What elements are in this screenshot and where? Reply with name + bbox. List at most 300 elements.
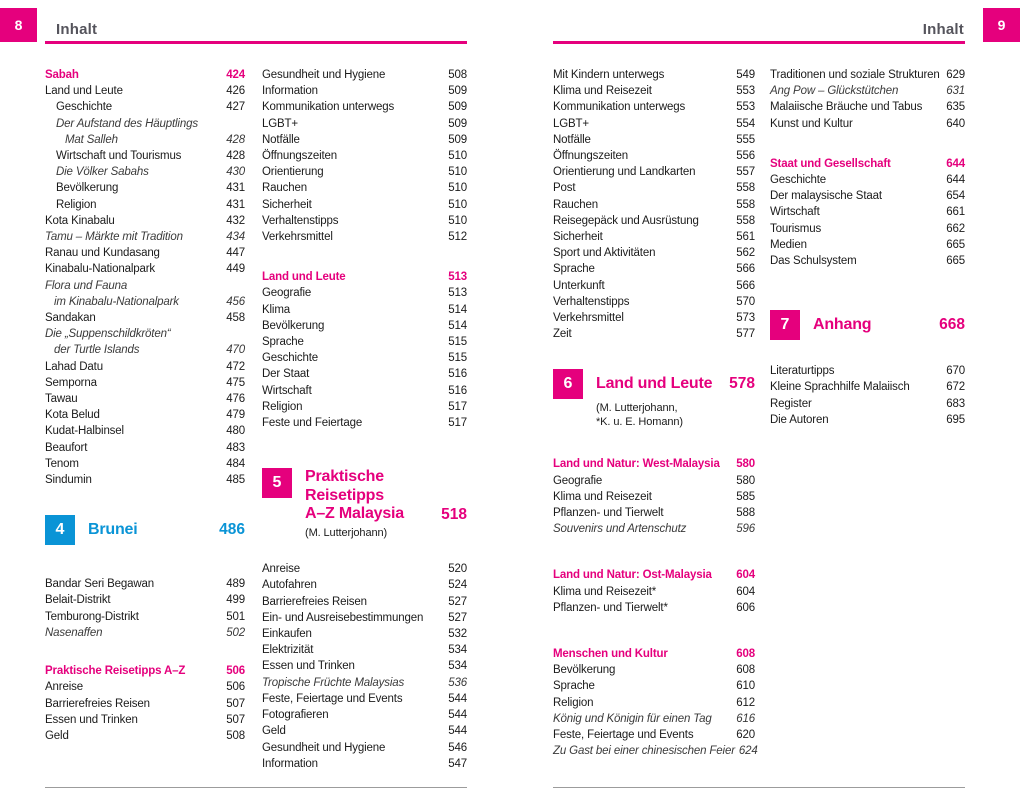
toc-page-number: 431 [226,198,245,211]
toc-entry [553,662,755,678]
toc-page-number: 544 [448,709,467,722]
chapter-body [596,369,755,429]
toc-entry-label: Temburong-Distrikt [45,610,139,623]
toc-section-heading [553,567,755,583]
toc-entry [45,359,245,375]
toc-entry-label: Bevölkerung [262,319,325,332]
toc-subentry [553,743,758,759]
toc-entry-label: Geschichte [262,352,319,365]
toc-entry-label: Unterkunft [553,279,605,292]
toc-subentry-line [45,116,245,132]
toc-entry-label: Essen und Trinken [45,713,138,726]
toc-page-number: 512 [448,231,467,244]
toc-page-number: 549 [736,69,755,81]
toc-entry-label: Bevölkerung [56,182,119,195]
page-right [510,0,1020,799]
toc-page-number: 604 [736,585,755,598]
toc-page-number: 654 [946,190,965,203]
column-spacer [553,430,755,456]
toc-entry [45,407,245,423]
toc-entry-label: Essen und Trinken [262,660,355,673]
toc-entry-label: Feste, Feiertage und Events [553,729,694,742]
toc-page-number: 558 [736,198,755,211]
toc-entry-label: Sicherheit [262,198,312,211]
toc-page-number: 670 [946,365,965,378]
toc-entry-label: Kota Kinabalu [45,214,115,227]
toc-entry-label: Geografie [553,474,603,487]
toc-entry-label: Sprache [262,336,304,349]
toc-entry [553,505,755,521]
page-number-tab-right: 9 [983,8,1020,42]
toc-entry [553,164,755,180]
toc-entry-label: Tawau [45,393,78,406]
toc-chapter [553,369,755,429]
toc-column-3 [553,67,758,760]
toc-page-number: 508 [226,729,245,742]
toc-page-number: 556 [736,150,755,163]
toc-section-title: Sabah [45,69,79,81]
chapter-title [88,521,211,540]
toc-entry-label: Wirtschaft [262,384,312,397]
toc-section-heading [262,269,467,285]
chapter-author-line: (M. Lutterjohann) [305,526,388,539]
toc-entry-label: Feste und Feiertage [262,417,363,430]
footer-rule-right [553,787,965,788]
toc-entry [45,679,245,695]
toc-page-number: 483 [226,441,245,454]
toc-entry [262,399,467,415]
toc-section-heading [553,456,755,472]
toc-entry-label: Sandakan [45,312,96,325]
chapter-author [305,527,467,541]
toc-entry [770,253,965,269]
toc-page-number: 427 [226,101,245,114]
toc-entry [262,318,467,334]
chapter-main-row [305,468,467,524]
toc-page-number: 629 [946,69,965,81]
toc-page-number: 527 [448,611,467,624]
toc-page-number: 476 [226,393,245,406]
toc-section-title: Land und Natur: West-Malaysia [553,458,720,471]
toc-page-number: 514 [448,303,467,316]
toc-entry-label: Geschichte [56,101,113,114]
toc-chapter [262,468,467,540]
toc-entry-label: Das Schulsystem [770,255,857,268]
toc-entry-label: Flora und Fauna [45,279,128,292]
toc-entry-label: Verhaltenstipps [553,295,630,308]
toc-entry [262,350,467,366]
column-spacer [45,641,245,663]
toc-subentry [45,229,245,245]
toc-page-number: 507 [226,713,245,726]
column-spacer [262,245,467,269]
toc-subentry [45,164,245,180]
toc-entry-label: Die „Suppenschildkröten“ [45,328,171,341]
toc-entry [553,197,755,213]
toc-page-number: 570 [736,295,755,308]
toc-page-number: 532 [448,628,467,641]
toc-column-2 [262,67,467,772]
toc-entry [45,213,245,229]
toc-entry-label: Lahad Datu [45,360,103,373]
toc-subentry [45,625,245,641]
toc-entry-label: Land und Leute [45,85,123,98]
toc-entry-label: Malaiische Bräuche und Tabus [770,101,923,114]
toc-page-number: 484 [226,457,245,470]
toc-page-number: 596 [736,523,755,536]
chapter-body [88,515,245,545]
toc-entry-label: Information [262,85,318,98]
toc-page-number: 517 [448,400,467,413]
toc-entry-label: Religion [553,696,594,709]
toc-section-heading [45,67,245,83]
toc-page-number: 588 [736,507,755,520]
toc-entry-label: LGBT+ [262,117,299,130]
toc-entry-label: Verkehrsmittel [553,312,624,325]
toc-page-number: 510 [448,198,467,211]
toc-page-number: 428 [226,150,245,163]
toc-entry [553,489,755,505]
toc-entry-label: Religion [262,400,303,413]
toc-entry-label: Der malaysische Staat [770,190,882,203]
toc-entry-label: Mat Salleh [65,133,118,146]
toc-page-number: 558 [736,182,755,195]
toc-entry-label: Orientierung [262,166,324,179]
toc-subentry-line [45,278,245,294]
toc-entry-label: Souvenirs und Artenschutz [553,523,687,536]
chapter-page-number: 486 [219,521,245,539]
chapter-title-line: Praktische Reisetipps [305,468,384,504]
toc-entry [262,83,467,99]
toc-page-number: 524 [448,579,467,592]
toc-page-number: 683 [946,397,965,410]
toc-entry-label: Kota Belud [45,409,100,422]
toc-subentry [553,711,755,727]
toc-page-number: 509 [448,101,467,114]
toc-entry [553,261,755,277]
toc-entry [553,245,755,261]
toc-page-number: 580 [736,458,755,471]
toc-page-number: 510 [448,150,467,163]
toc-entry [770,412,965,428]
toc-entry-label: Wirtschaft und Tourismus [56,150,182,163]
toc-page-number: 480 [226,425,245,438]
toc-section-title: Menschen und Kultur [553,648,668,661]
toc-page-number: 426 [226,85,245,98]
toc-subentry-multiline [45,116,245,148]
toc-page-number: 424 [226,69,245,81]
toc-entry [262,164,467,180]
toc-entry [45,456,245,472]
toc-entry [262,180,467,196]
chapter-number-badge: 6 [553,369,583,399]
toc-page-number: 577 [736,328,755,341]
toc-entry-label: Klima und Reisezeit [553,85,652,98]
toc-page-number: 508 [448,69,467,81]
chapter-body [813,310,965,340]
toc-section-heading [553,646,755,662]
toc-page-number: 506 [226,681,245,694]
toc-entry [553,584,755,600]
toc-page-number: 566 [736,263,755,276]
toc-entry-label: Zu Gast bei einer chinesischen Feier [553,745,735,758]
toc-page-number: 566 [736,279,755,292]
toc-entry [553,148,755,164]
toc-entry-label: Autofahren [262,579,317,592]
toc-entry-label: Sicherheit [553,231,603,244]
column-spacer [45,546,245,576]
toc-entry-label: Kleine Sprachhilfe Malaiisch [770,381,910,394]
chapter-title-line: A–Z Malaysia [305,505,404,523]
chapter-number-badge: 4 [45,515,75,545]
toc-entry-label: Tropische Früchte Malaysias [262,676,405,689]
toc-page-number: 431 [226,182,245,195]
toc-subentry-line [45,132,245,148]
toc-entry [262,366,467,382]
toc-chapter [770,310,965,340]
toc-column-1 [45,67,245,772]
toc-page-number: 640 [946,117,965,130]
chapter-number-badge: 5 [262,468,292,498]
toc-entry [45,712,245,728]
toc-entry [262,707,467,723]
toc-page-number: 604 [736,569,755,582]
toc-entry [262,626,467,642]
toc-entry [553,600,755,616]
toc-entry [45,576,245,592]
toc-section-heading [770,156,965,172]
toc-entry-label: Verkehrsmittel [262,231,333,244]
toc-page-number: 573 [736,312,755,325]
toc-entry [553,99,755,115]
toc-entry-label: Sport und Aktivitäten [553,247,656,260]
toc-page-number: 557 [736,166,755,179]
toc-page-number: 510 [448,182,467,195]
toc-page-number: 635 [946,101,965,114]
toc-page-number: 558 [736,214,755,227]
toc-entry [45,197,245,213]
toc-page-number: 513 [448,271,467,284]
toc-entry [262,577,467,593]
toc-page-number: 510 [448,166,467,179]
toc-page-number: 509 [448,85,467,98]
toc-entry [553,83,755,99]
toc-entry-label: Klima und Reisezeit [553,490,652,503]
chapter-page-number: 668 [939,316,965,334]
toc-page-number: 475 [226,376,245,389]
toc-entry-label: Sprache [553,263,595,276]
toc-entry-label: Fotografieren [262,709,329,722]
toc-page-number: 447 [226,247,245,260]
toc-entry-label: Der Aufstand des Häuptlings [56,117,198,130]
toc-entry [262,740,467,756]
chapter-title-line: Brunei [88,521,138,539]
toc-entry [262,132,467,148]
toc-subentry-line [45,294,245,310]
toc-entry [262,723,467,739]
toc-entry [770,172,965,188]
toc-entry-label: Belait-Distrikt [45,594,111,607]
toc-entry-label: im Kinabalu-Nationalpark [54,295,179,308]
toc-page-number: 428 [226,133,245,146]
toc-entry-label: Elektrizität [262,644,314,657]
toc-entry-label: Rauchen [553,198,598,211]
toc-entry-label: Die Völker Sabahs [56,166,149,179]
chapter-title-line: Land und Leute [596,375,713,393]
toc-page-number: 610 [736,680,755,693]
toc-entry-label: Pflanzen- und Tierwelt [553,507,664,520]
toc-page-number: 432 [226,214,245,227]
toc-chapter [45,515,245,545]
toc-entry [553,326,755,342]
toc-entry-label: Tamu – Märkte mit Tradition [45,231,183,244]
toc-entry-label: Zeit [553,328,572,341]
toc-entry [770,237,965,253]
toc-entry [45,99,245,115]
toc-entry [45,609,245,625]
toc-entry-label: Klima und Reisezeit* [553,585,657,598]
toc-page-number: 509 [448,117,467,130]
toc-entry-label: Barrierefreies Reisen [262,595,367,608]
toc-subentry-line [45,326,245,342]
toc-entry-label: Sindumin [45,474,92,487]
toc-entry-label: der Turtle Islands [54,344,140,357]
toc-entry-label: Traditionen und soziale Strukturen [770,69,940,81]
toc-entry [770,99,965,115]
chapter-main-row [596,369,755,399]
toc-entry-label: Information [262,757,318,770]
toc-entry-label: Barrierefreies Reisen [45,697,150,710]
toc-page-number: 612 [736,696,755,709]
footer-rule-left [45,787,467,788]
header-rule-left [45,41,467,44]
column-spacer [770,341,965,363]
toc-entry [262,116,467,132]
toc-entry-label: Rauchen [262,182,307,195]
toc-columns-right [553,67,965,760]
toc-page-number: 553 [736,101,755,114]
toc-page-number: 501 [226,610,245,623]
toc-entry-label: Notfälle [262,133,300,146]
toc-entry [262,756,467,772]
toc-entry [553,310,755,326]
toc-page-number: 608 [736,664,755,677]
toc-page-number: 672 [946,381,965,394]
toc-section-title: Staat und Gesellschaft [770,157,891,170]
column-spacer [262,431,467,467]
chapter-page-number: 518 [441,505,467,523]
toc-entry-label: Einkaufen [262,628,312,641]
toc-entry [262,610,467,626]
toc-entry [45,472,245,488]
toc-page-number: 510 [448,214,467,227]
toc-entry-label: Öffnungszeiten [262,150,338,163]
toc-page-number: 665 [946,255,965,268]
toc-entry [45,592,245,608]
toc-section-title: Land und Leute [262,271,346,284]
toc-entry-label: Anreise [45,681,83,694]
toc-entry-label: Kinabalu-Nationalpark [45,263,156,276]
toc-page-number: 585 [736,490,755,503]
toc-subentry [262,675,467,691]
toc-entry-label: Tourismus [770,222,822,235]
column-spacer [553,342,755,368]
chapter-title-line: Anhang [813,315,872,333]
toc-entry-label: Medien [770,238,807,251]
toc-entry [262,594,467,610]
toc-page-number: 458 [226,312,245,325]
toc-entry [262,415,467,431]
toc-entry-label: Gesundheit und Hygiene [262,69,386,81]
toc-entry [262,213,467,229]
toc-subentry [553,521,755,537]
toc-entry-label: Post [553,182,576,195]
toc-entry-label: Reisegepäck und Ausrüstung [553,214,699,227]
toc-entry-label: Register [770,397,812,410]
toc-entry-label: Pflanzen- und Tierwelt* [553,601,668,614]
toc-page-number: 544 [448,692,467,705]
toc-page-number: 644 [946,174,965,187]
toc-page-number: 580 [736,474,755,487]
toc-entry [553,473,755,489]
toc-page-number: 479 [226,409,245,422]
toc-entry [553,213,755,229]
toc-entry [45,375,245,391]
toc-entry [45,423,245,439]
chapter-body [305,468,467,540]
toc-page-number: 606 [736,601,755,614]
toc-entry [262,658,467,674]
toc-entry [45,261,245,277]
page-header-title-left: Inhalt [56,21,98,38]
toc-entry [262,99,467,115]
toc-entry-label: Orientierung und Landkarten [553,166,696,179]
toc-entry-label: Geschichte [770,174,827,187]
chapter-page-number: 578 [729,375,755,393]
toc-page-number: 485 [226,474,245,487]
chapter-author-line: (M. Lutterjohann, [596,402,678,415]
toc-page-number: 502 [226,626,245,639]
toc-entry [262,148,467,164]
toc-entry [262,383,467,399]
toc-entry [262,302,467,318]
chapter-number-badge: 7 [770,310,800,340]
toc-entry [770,204,965,220]
toc-entry-label: Notfälle [553,133,591,146]
toc-page-number: 546 [448,741,467,754]
chapter-main-row [813,310,965,340]
chapter-main-row [88,515,245,545]
toc-page-number: 513 [448,287,467,300]
toc-page-number: 624 [738,745,758,758]
toc-entry [553,132,755,148]
toc-entry-label: Klima [262,303,291,316]
toc-page-number: 536 [448,676,467,689]
toc-entry [553,116,755,132]
toc-entry-label: Geld [262,725,286,738]
toc-subentry-multiline [45,278,245,310]
toc-entry-label: Ang Pow – Glückstütchen [770,85,899,98]
toc-entry-label: Gesundheit und Hygiene [262,741,386,754]
toc-page-number: 520 [448,563,467,576]
toc-entry [45,696,245,712]
toc-entry-label: Kommunikation unterwegs [553,101,686,114]
toc-columns-left [45,67,467,772]
toc-entry-label: Sprache [553,680,595,693]
toc-entry-label: Wirtschaft [770,206,820,219]
toc-entry [770,363,965,379]
toc-entry [262,561,467,577]
